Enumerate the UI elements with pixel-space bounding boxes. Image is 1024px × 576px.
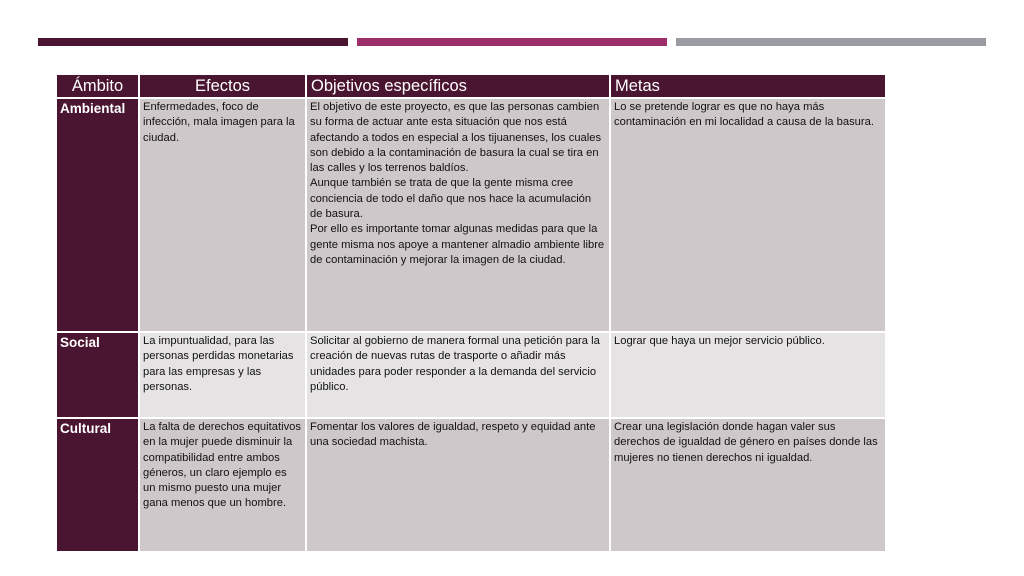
header-efectos: Efectos — [139, 75, 306, 98]
cell-efectos: La falta de derechos equitativos en la mujer puede disminuir la compatibilidad entre ambos géneros, un claro ejemplo es un mismo puesto una mujer gana menos que un hombre. — [139, 418, 306, 552]
header-ambito: Ámbito — [57, 75, 139, 98]
objetivo-paragraph: Por ello es importante tomar algunas medidas para que la gente misma nos apoye a mantener almadio ambiente libre de contaminación y mejorar la imagen de la ciudad. — [310, 223, 605, 266]
cell-metas: Crear una legislación donde hagan valer sus derechos de igualdad de género en países donde las mujeres no tienen derechos ni igualdad. — [610, 418, 886, 552]
table-header-row — [57, 75, 886, 98]
cell-metas: Lo se pretende lograr es que no haya más contaminación en mi localidad a causa de la basura. — [610, 98, 886, 332]
row-ambito: Social — [57, 332, 139, 418]
project-matrix-table — [57, 75, 887, 553]
row-ambito: Cultural — [57, 418, 139, 552]
decorative-bar-gray — [676, 38, 986, 46]
objetivo-paragraph: El objetivo de este proyecto, es que las personas cambien su forma de actuar ante esta situación que nos está afectando a todos en especial a los tijuanenses, los cuales son debido a la contaminación de basura la cual se tira en las calles y los terrenos baldíos. — [310, 101, 602, 175]
cell-objetivos — [306, 332, 610, 418]
cell-efectos: Enfermedades, foco de infección, mala imagen para la ciudad. — [139, 98, 306, 332]
table-row — [57, 418, 886, 552]
header-metas: Metas — [610, 75, 886, 98]
table-row — [57, 98, 886, 332]
table-row — [57, 332, 886, 418]
objetivo-paragraph: Solicitar al gobierno de manera formal una petición para la creación de nuevas rutas de trasporte o añadir más unidades para poder responder a la demanda del servicio público. — [310, 335, 600, 393]
objetivo-paragraph: Aunque también se trata de que la gente misma cree conciencia de todo el daño que nos hace la acumulación de basura. — [310, 177, 592, 221]
cell-objetivos — [306, 98, 610, 332]
decorative-bar-dark — [38, 38, 348, 46]
decorative-bar-magenta — [357, 38, 667, 46]
cell-efectos: La impuntualidad, para las personas perdidas monetarias para las empresas y las personas. — [139, 332, 306, 418]
cell-objetivos — [306, 418, 610, 552]
header-objetivos: Objetivos específicos — [306, 75, 610, 98]
cell-metas: Lograr que haya un mejor servicio público. — [610, 332, 886, 418]
row-ambito: Ambiental — [57, 98, 139, 332]
objetivo-paragraph: Fomentar los valores de igualdad, respeto y equidad ante una sociedad machista. — [310, 421, 596, 449]
